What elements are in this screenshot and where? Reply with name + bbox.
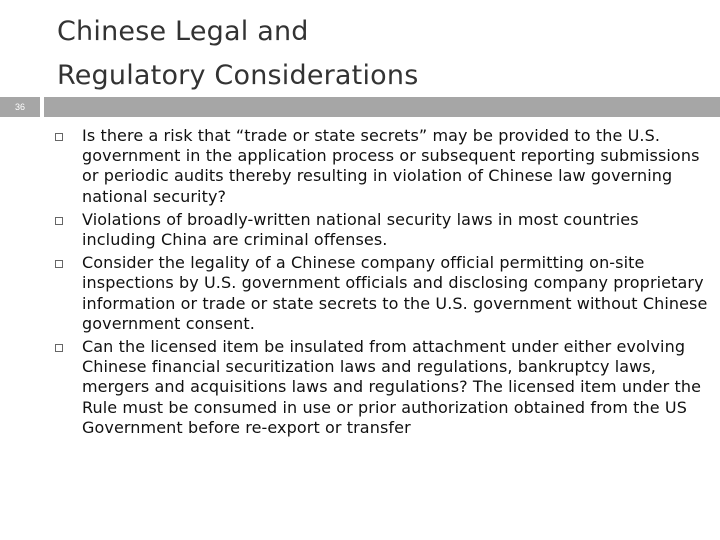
hollow-square-bullet-icon [55,133,63,141]
header-divider-bar [44,97,720,117]
bullet-list [55,126,710,441]
bullet-text: Can the licensed item be insulated from attachment under either evolving Chinese financial securitization laws and regulations, bankruptcy laws, mergers and acquisitions laws and regulations? The licensed item under the Rule must be consumed in use or prior authorization obtained from the US Government before re-export or transfer [82,337,702,437]
slide-title-line-2: Regulatory Considerations [57,60,419,91]
slide-number: 36 [14,102,25,112]
bullet-item [55,126,710,207]
bullet-text: Is there a risk that “trade or state secrets” may be provided to the U.S. government in the application process or subsequent reporting submissions or periodic audits thereby resulting in violation of Chinese law governing national security? [82,126,700,206]
slide-title-line-1: Chinese Legal and [57,16,309,47]
bullet-item [55,337,710,438]
hollow-square-bullet-icon [55,260,63,268]
bullet-item [55,253,710,334]
bullet-item [55,210,710,250]
slide-title [57,10,697,98]
bullet-text: Consider the legality of a Chinese company official permitting on-site inspections by U.S. government officials and disclosing company proprietary information or trade or state secrets to the U.S. government without Chinese government consent. [82,253,708,333]
hollow-square-bullet-icon [55,217,63,225]
bullet-text: Violations of broadly-written national security laws in most countries including China are criminal offenses. [82,209,639,250]
hollow-square-bullet-icon [55,344,63,352]
